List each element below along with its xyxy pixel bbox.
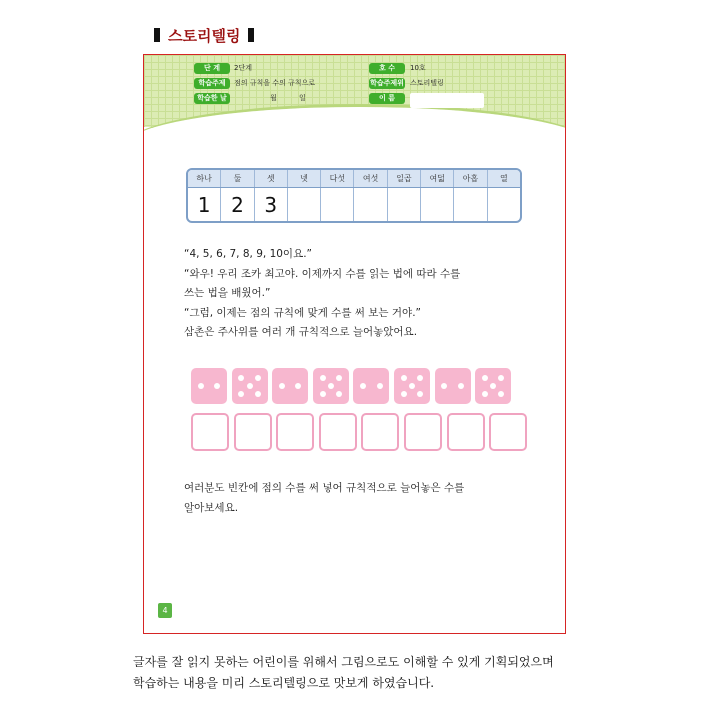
dice-pip	[214, 383, 220, 389]
dice-pip	[328, 383, 334, 389]
number-value-cell	[488, 188, 520, 222]
dice-pip	[441, 383, 447, 389]
number-header-cell: 다섯	[321, 170, 354, 187]
number-header-cell: 하나	[188, 170, 221, 187]
story-text	[184, 245, 554, 343]
dice-pip	[255, 375, 261, 381]
dice-pip	[238, 391, 244, 397]
number-value-cell: 3	[255, 188, 288, 222]
instruction-text	[184, 478, 554, 518]
number-table-value-row	[188, 188, 520, 222]
dice-row	[191, 368, 516, 404]
story-line: “그럼, 이제는 점의 규칙에 맞게 수를 써 보는 거야.”	[184, 306, 421, 319]
dice-pip	[417, 375, 423, 381]
number-header-cell: 여덟	[421, 170, 454, 187]
dice-pip	[320, 375, 326, 381]
dice-pip	[482, 375, 488, 381]
caption-line: 글자를 잘 읽지 못하는 어린이를 위해서 그림으로도 이해할 수 있게 기획되었으며	[133, 655, 554, 669]
number-table-header-row	[188, 170, 520, 188]
header-label-name: 이 름	[369, 93, 405, 104]
dice-pip	[490, 383, 496, 389]
dice-pip	[279, 383, 285, 389]
instruction-line: 여러분도 빈칸에 점의 수를 써 넣어 규칙적으로 늘어놓은 수를	[184, 482, 465, 494]
header-label-unit: 학습주제위	[370, 79, 404, 87]
dice-pip	[458, 383, 464, 389]
answer-box[interactable]	[404, 413, 442, 451]
instruction-line: 알아보세요.	[184, 502, 239, 514]
dice-pip	[401, 391, 407, 397]
header-label-date: 학습한 날	[194, 93, 230, 104]
number-value-cell: 1	[188, 188, 221, 222]
section-title	[146, 24, 262, 46]
header-value-topic: 점의 규칙을 수의 규칙으로	[234, 79, 316, 87]
dice-pip	[295, 383, 301, 389]
number-value-cell	[454, 188, 487, 222]
answer-box[interactable]	[234, 413, 272, 451]
header-label-issue: 호 수	[369, 63, 405, 74]
dice-pip	[255, 391, 261, 397]
page-number: 4	[158, 603, 172, 618]
dice-pip	[320, 391, 326, 397]
caption-line: 학습하는 내용을 미리 스토리텔링으로 맛보게 하였습니다.	[133, 676, 435, 690]
dice-face-5	[475, 368, 511, 404]
header-value-date: 월 일	[270, 94, 306, 102]
header-value-unit: 스토리텔링	[410, 79, 444, 87]
number-value-cell: 2	[221, 188, 254, 222]
name-field[interactable]	[410, 93, 484, 108]
dice-pip	[238, 375, 244, 381]
answer-box-row	[191, 413, 532, 451]
number-header-cell: 아홉	[454, 170, 487, 187]
number-header-cell: 둘	[221, 170, 254, 187]
answer-box[interactable]	[447, 413, 485, 451]
number-header-cell: 일곱	[388, 170, 421, 187]
number-table	[186, 168, 522, 223]
dice-pip	[198, 383, 204, 389]
dice-pip	[498, 375, 504, 381]
section-title-text: 스토리텔링	[168, 26, 241, 45]
dice-face-2	[353, 368, 389, 404]
dice-pip	[336, 391, 342, 397]
title-marker-left	[154, 28, 160, 42]
answer-box[interactable]	[361, 413, 399, 451]
dice-face-5	[313, 368, 349, 404]
answer-box[interactable]	[276, 413, 314, 451]
dice-pip	[401, 375, 407, 381]
number-header-cell: 넷	[288, 170, 321, 187]
number-header-cell: 여섯	[354, 170, 387, 187]
dice-pip	[409, 383, 415, 389]
dice-face-5	[394, 368, 430, 404]
dice-pip	[417, 391, 423, 397]
number-value-cell	[388, 188, 421, 222]
dice-face-2	[272, 368, 308, 404]
number-header-cell: 셋	[255, 170, 288, 187]
story-line: “4, 5, 6, 7, 8, 9, 10이요.”	[184, 248, 312, 260]
dice-pip	[498, 391, 504, 397]
dice-face-5	[232, 368, 268, 404]
answer-box[interactable]	[191, 413, 229, 451]
dice-pip	[377, 383, 383, 389]
number-value-cell	[288, 188, 321, 222]
story-line: 쓰는 법을 배웠어.”	[184, 287, 271, 299]
header-label-topic: 학습주제	[194, 78, 230, 89]
header-value-issue: 10호	[410, 64, 426, 72]
dice-pip	[336, 375, 342, 381]
caption	[133, 652, 693, 694]
story-line: “와우! 우리 조카 최고야. 이제까지 수를 읽는 법에 따라 수를	[184, 267, 461, 280]
dice-face-2	[191, 368, 227, 404]
worksheet-page	[143, 54, 566, 634]
title-marker-right	[248, 28, 254, 42]
dice-face-2	[435, 368, 471, 404]
header-value-stage: 2단계	[234, 64, 252, 72]
story-line: 삼촌은 주사위를 여러 개 규칙적으로 늘어놓았어요.	[184, 326, 418, 338]
dice-pip	[482, 391, 488, 397]
dice-pip	[247, 383, 253, 389]
number-value-cell	[354, 188, 387, 222]
dice-pip	[360, 383, 366, 389]
number-value-cell	[421, 188, 454, 222]
header-label-stage: 단 계	[194, 63, 230, 74]
number-header-cell: 열	[499, 174, 508, 183]
number-value-cell	[321, 188, 354, 222]
answer-box[interactable]	[489, 413, 527, 451]
answer-box[interactable]	[319, 413, 357, 451]
